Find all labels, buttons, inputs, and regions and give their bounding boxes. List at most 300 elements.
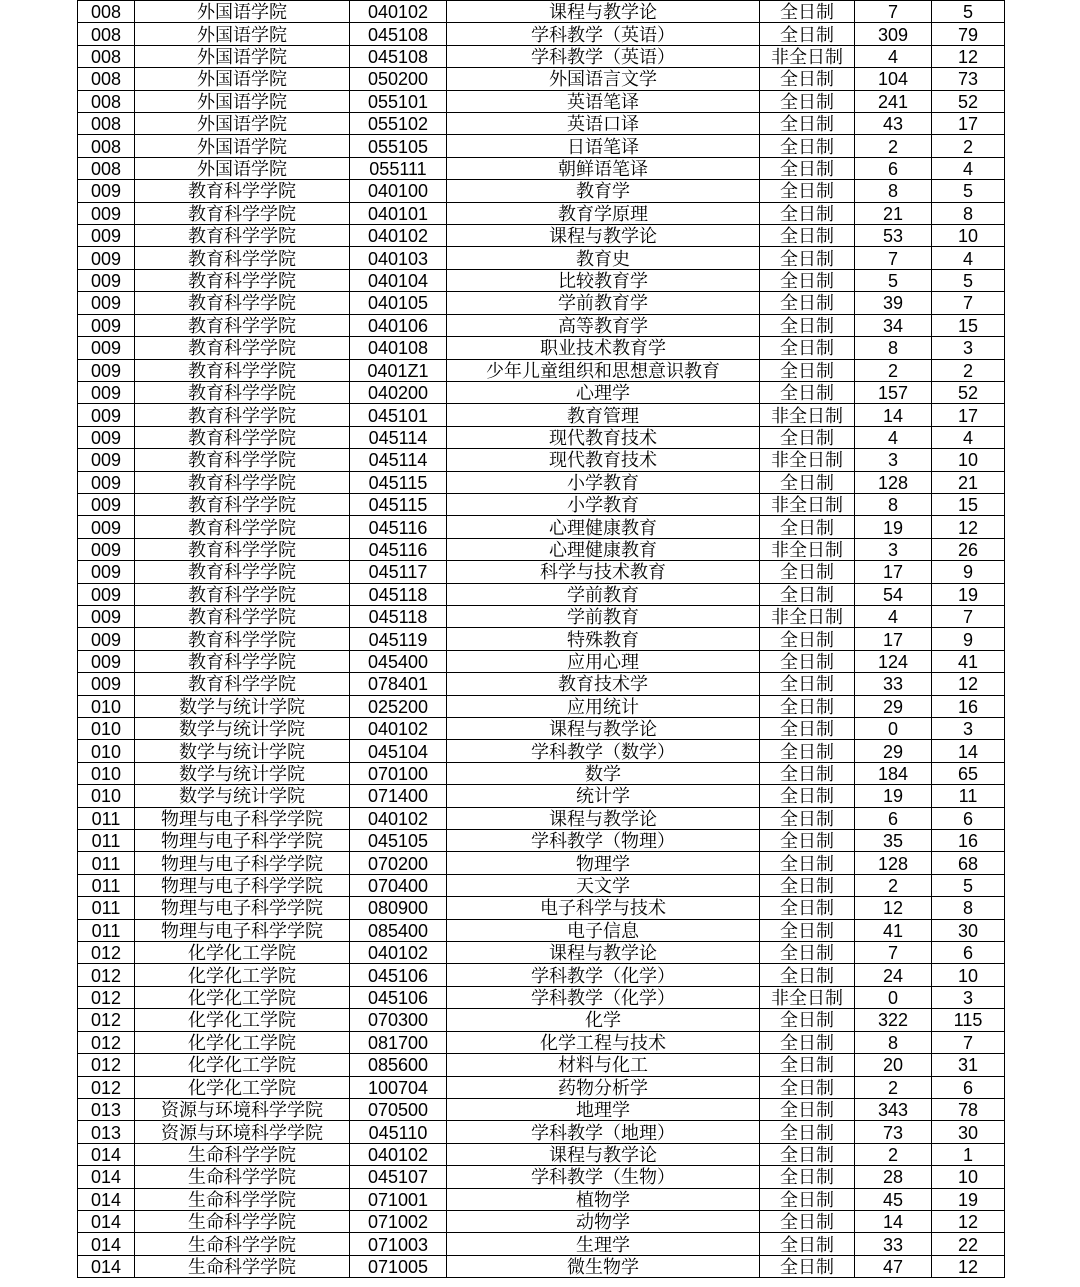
count-cell-second: 65 — [932, 763, 1005, 785]
count-cell-second: 2 — [932, 360, 1005, 382]
table-row — [78, 696, 1005, 718]
major-code-cell: 040102 — [350, 1144, 447, 1166]
table-row — [78, 1121, 1005, 1143]
college-name-cell: 数学与统计学院 — [135, 740, 350, 762]
table-row — [78, 180, 1005, 202]
college-code-cell: 009 — [78, 539, 135, 561]
major-name-cell: 小学教育 — [447, 472, 760, 494]
major-code-cell: 045119 — [350, 628, 447, 650]
college-name-cell: 物理与电子科学学院 — [135, 920, 350, 942]
count-cell-first: 4 — [855, 427, 932, 449]
count-cell-first: 4 — [855, 46, 932, 68]
major-code-cell: 045116 — [350, 516, 447, 538]
table-row — [78, 606, 1005, 628]
major-name-cell: 英语笔译 — [447, 91, 760, 113]
college-code-cell: 008 — [78, 68, 135, 90]
college-code-cell: 012 — [78, 1077, 135, 1099]
major-name-cell: 科学与技术教育 — [447, 561, 760, 583]
major-code-cell: 045114 — [350, 449, 447, 471]
study-mode-cell: 全日制 — [760, 897, 855, 919]
study-mode-cell: 全日制 — [760, 68, 855, 90]
count-cell-first: 3 — [855, 449, 932, 471]
count-cell-first: 128 — [855, 852, 932, 874]
college-name-cell: 物理与电子科学学院 — [135, 897, 350, 919]
major-code-cell: 045110 — [350, 1121, 447, 1143]
count-cell-first: 47 — [855, 1256, 932, 1278]
college-name-cell: 教育科学学院 — [135, 561, 350, 583]
major-code-cell: 071005 — [350, 1256, 447, 1278]
college-name-cell: 教育科学学院 — [135, 606, 350, 628]
study-mode-cell: 非全日制 — [760, 606, 855, 628]
major-code-cell: 045115 — [350, 472, 447, 494]
major-code-cell: 100704 — [350, 1077, 447, 1099]
major-name-cell: 学科教学（物理） — [447, 830, 760, 852]
major-code-cell: 045117 — [350, 561, 447, 583]
count-cell-second: 26 — [932, 539, 1005, 561]
count-cell-first: 343 — [855, 1099, 932, 1121]
table-row — [78, 740, 1005, 762]
table-row — [78, 1099, 1005, 1121]
count-cell-first: 8 — [855, 337, 932, 359]
college-name-cell: 生命科学学院 — [135, 1233, 350, 1255]
college-code-cell: 011 — [78, 875, 135, 897]
major-code-cell: 045108 — [350, 23, 447, 45]
table-row — [78, 785, 1005, 807]
count-cell-second: 31 — [932, 1054, 1005, 1076]
major-name-cell: 外国语言文学 — [447, 68, 760, 90]
major-name-cell: 化学 — [447, 1009, 760, 1031]
table-row — [78, 292, 1005, 314]
table-row — [78, 539, 1005, 561]
count-cell-first: 2 — [855, 1077, 932, 1099]
college-code-cell: 014 — [78, 1166, 135, 1188]
count-cell-first: 157 — [855, 382, 932, 404]
study-mode-cell: 全日制 — [760, 1144, 855, 1166]
college-code-cell: 009 — [78, 203, 135, 225]
college-code-cell: 009 — [78, 382, 135, 404]
college-name-cell: 物理与电子科学学院 — [135, 852, 350, 874]
college-name-cell: 教育科学学院 — [135, 247, 350, 269]
college-code-cell: 014 — [78, 1144, 135, 1166]
count-cell-second: 12 — [932, 46, 1005, 68]
major-name-cell: 英语口译 — [447, 113, 760, 135]
college-name-cell: 教育科学学院 — [135, 315, 350, 337]
major-name-cell: 应用统计 — [447, 696, 760, 718]
count-cell-first: 28 — [855, 1166, 932, 1188]
college-code-cell: 013 — [78, 1121, 135, 1143]
major-code-cell: 071001 — [350, 1189, 447, 1211]
major-code-cell: 025200 — [350, 696, 447, 718]
study-mode-cell: 非全日制 — [760, 449, 855, 471]
count-cell-second: 3 — [932, 337, 1005, 359]
table-row — [78, 382, 1005, 404]
study-mode-cell: 全日制 — [760, 23, 855, 45]
major-code-cell: 045118 — [350, 606, 447, 628]
major-name-cell: 物理学 — [447, 852, 760, 874]
college-name-cell: 生命科学学院 — [135, 1144, 350, 1166]
table-row — [78, 964, 1005, 986]
college-name-cell: 数学与统计学院 — [135, 785, 350, 807]
major-name-cell: 学科教学（生物） — [447, 1166, 760, 1188]
count-cell-second: 115 — [932, 1009, 1005, 1031]
table-row — [78, 1009, 1005, 1031]
college-name-cell: 化学化工学院 — [135, 942, 350, 964]
count-cell-first: 43 — [855, 113, 932, 135]
count-cell-first: 2 — [855, 135, 932, 157]
table-row — [78, 942, 1005, 964]
study-mode-cell: 非全日制 — [760, 404, 855, 426]
major-name-cell: 动物学 — [447, 1211, 760, 1233]
college-code-cell: 009 — [78, 225, 135, 247]
study-mode-cell: 全日制 — [760, 651, 855, 673]
count-cell-second: 22 — [932, 1233, 1005, 1255]
college-code-cell: 012 — [78, 942, 135, 964]
table-row — [78, 875, 1005, 897]
table-row — [78, 225, 1005, 247]
major-name-cell: 学前教育 — [447, 584, 760, 606]
count-cell-first: 2 — [855, 360, 932, 382]
major-code-cell: 055102 — [350, 113, 447, 135]
major-name-cell: 小学教育 — [447, 494, 760, 516]
college-name-cell: 教育科学学院 — [135, 337, 350, 359]
count-cell-first: 8 — [855, 1032, 932, 1054]
college-code-cell: 012 — [78, 964, 135, 986]
major-name-cell: 数学 — [447, 763, 760, 785]
table-row — [78, 897, 1005, 919]
major-name-cell: 统计学 — [447, 785, 760, 807]
count-cell-first: 6 — [855, 808, 932, 830]
college-name-cell: 外国语学院 — [135, 113, 350, 135]
college-name-cell: 化学化工学院 — [135, 1077, 350, 1099]
study-mode-cell: 全日制 — [760, 1032, 855, 1054]
college-name-cell: 教育科学学院 — [135, 516, 350, 538]
major-code-cell: 040200 — [350, 382, 447, 404]
count-cell-first: 104 — [855, 68, 932, 90]
count-cell-first: 241 — [855, 91, 932, 113]
college-code-cell: 008 — [78, 46, 135, 68]
count-cell-second: 68 — [932, 852, 1005, 874]
major-code-cell: 045106 — [350, 987, 447, 1009]
count-cell-first: 184 — [855, 763, 932, 785]
major-code-cell: 045118 — [350, 584, 447, 606]
college-name-cell: 生命科学学院 — [135, 1166, 350, 1188]
study-mode-cell: 全日制 — [760, 180, 855, 202]
count-cell-first: 7 — [855, 247, 932, 269]
study-mode-cell: 全日制 — [760, 785, 855, 807]
college-code-cell: 009 — [78, 673, 135, 695]
count-cell-second: 4 — [932, 427, 1005, 449]
college-name-cell: 教育科学学院 — [135, 270, 350, 292]
major-name-cell: 电子科学与技术 — [447, 897, 760, 919]
college-name-cell: 数学与统计学院 — [135, 696, 350, 718]
major-code-cell: 070400 — [350, 875, 447, 897]
count-cell-second: 7 — [932, 292, 1005, 314]
count-cell-second: 30 — [932, 920, 1005, 942]
count-cell-second: 78 — [932, 1099, 1005, 1121]
college-code-cell: 008 — [78, 135, 135, 157]
major-name-cell: 教育学原理 — [447, 203, 760, 225]
count-cell-first: 17 — [855, 628, 932, 650]
table-row — [78, 472, 1005, 494]
count-cell-first: 309 — [855, 23, 932, 45]
study-mode-cell: 全日制 — [760, 292, 855, 314]
study-mode-cell: 全日制 — [760, 1121, 855, 1143]
table-row — [78, 628, 1005, 650]
table-row — [78, 270, 1005, 292]
study-mode-cell: 全日制 — [760, 270, 855, 292]
count-cell-first: 24 — [855, 964, 932, 986]
college-name-cell: 化学化工学院 — [135, 1009, 350, 1031]
table-row — [78, 135, 1005, 157]
table-row — [78, 91, 1005, 113]
table-row — [78, 68, 1005, 90]
college-name-cell: 外国语学院 — [135, 68, 350, 90]
major-code-cell: 085400 — [350, 920, 447, 942]
major-name-cell: 现代教育技术 — [447, 449, 760, 471]
major-code-cell: 045107 — [350, 1166, 447, 1188]
count-cell-first: 29 — [855, 696, 932, 718]
count-cell-second: 6 — [932, 942, 1005, 964]
study-mode-cell: 全日制 — [760, 225, 855, 247]
major-code-cell: 070100 — [350, 763, 447, 785]
major-code-cell: 045105 — [350, 830, 447, 852]
study-mode-cell: 全日制 — [760, 1, 855, 23]
major-code-cell: 040104 — [350, 270, 447, 292]
count-cell-first: 0 — [855, 987, 932, 1009]
count-cell-second: 14 — [932, 740, 1005, 762]
count-cell-second: 30 — [932, 1121, 1005, 1143]
count-cell-second: 5 — [932, 1, 1005, 23]
count-cell-second: 6 — [932, 1077, 1005, 1099]
count-cell-second: 6 — [932, 808, 1005, 830]
major-name-cell: 学科教学（英语） — [447, 23, 760, 45]
major-code-cell: 070500 — [350, 1099, 447, 1121]
study-mode-cell: 非全日制 — [760, 987, 855, 1009]
major-name-cell: 材料与化工 — [447, 1054, 760, 1076]
table-row — [78, 808, 1005, 830]
count-cell-second: 52 — [932, 382, 1005, 404]
college-code-cell: 009 — [78, 270, 135, 292]
study-mode-cell: 非全日制 — [760, 46, 855, 68]
table-row — [78, 404, 1005, 426]
count-cell-second: 10 — [932, 225, 1005, 247]
major-name-cell: 学科教学（化学） — [447, 987, 760, 1009]
table-row — [78, 427, 1005, 449]
college-code-cell: 008 — [78, 91, 135, 113]
major-code-cell: 040108 — [350, 337, 447, 359]
college-code-cell: 008 — [78, 23, 135, 45]
study-mode-cell: 全日制 — [760, 696, 855, 718]
major-code-cell: 040102 — [350, 808, 447, 830]
college-code-cell: 012 — [78, 1032, 135, 1054]
college-name-cell: 教育科学学院 — [135, 673, 350, 695]
major-code-cell: 045106 — [350, 964, 447, 986]
college-name-cell: 物理与电子科学学院 — [135, 830, 350, 852]
study-mode-cell: 全日制 — [760, 516, 855, 538]
college-name-cell: 物理与电子科学学院 — [135, 875, 350, 897]
count-cell-second: 52 — [932, 91, 1005, 113]
table-row — [78, 494, 1005, 516]
table-row — [78, 763, 1005, 785]
count-cell-first: 14 — [855, 1211, 932, 1233]
major-name-cell: 学科教学（化学） — [447, 964, 760, 986]
college-name-cell: 化学化工学院 — [135, 1054, 350, 1076]
study-mode-cell: 全日制 — [760, 360, 855, 382]
major-code-cell: 040102 — [350, 942, 447, 964]
college-code-cell: 011 — [78, 852, 135, 874]
major-name-cell: 化学工程与技术 — [447, 1032, 760, 1054]
college-code-cell: 009 — [78, 494, 135, 516]
major-name-cell: 日语笔译 — [447, 135, 760, 157]
table-row — [78, 449, 1005, 471]
major-name-cell: 微生物学 — [447, 1256, 760, 1278]
major-code-cell: 070200 — [350, 852, 447, 874]
count-cell-first: 2 — [855, 875, 932, 897]
count-cell-second: 4 — [932, 158, 1005, 180]
study-mode-cell: 全日制 — [760, 1189, 855, 1211]
count-cell-second: 41 — [932, 651, 1005, 673]
major-name-cell: 课程与教学论 — [447, 1144, 760, 1166]
table-row — [78, 315, 1005, 337]
count-cell-second: 16 — [932, 696, 1005, 718]
count-cell-first: 5 — [855, 270, 932, 292]
college-code-cell: 010 — [78, 696, 135, 718]
enrollment-table — [77, 0, 1005, 1278]
college-name-cell: 资源与环境科学学院 — [135, 1121, 350, 1143]
major-code-cell: 040106 — [350, 315, 447, 337]
college-code-cell: 010 — [78, 785, 135, 807]
count-cell-first: 20 — [855, 1054, 932, 1076]
count-cell-first: 33 — [855, 673, 932, 695]
major-code-cell: 050200 — [350, 68, 447, 90]
table-row — [78, 1032, 1005, 1054]
table-row — [78, 46, 1005, 68]
major-code-cell: 0401Z1 — [350, 360, 447, 382]
study-mode-cell: 全日制 — [760, 315, 855, 337]
major-name-cell: 心理健康教育 — [447, 516, 760, 538]
college-name-cell: 外国语学院 — [135, 46, 350, 68]
college-code-cell: 012 — [78, 1054, 135, 1076]
college-name-cell: 教育科学学院 — [135, 449, 350, 471]
study-mode-cell: 全日制 — [760, 113, 855, 135]
major-name-cell: 学科教学（数学） — [447, 740, 760, 762]
college-name-cell: 外国语学院 — [135, 135, 350, 157]
study-mode-cell: 全日制 — [760, 203, 855, 225]
major-code-cell: 045400 — [350, 651, 447, 673]
table-row — [78, 584, 1005, 606]
major-name-cell: 学科教学（英语） — [447, 46, 760, 68]
study-mode-cell: 全日制 — [760, 158, 855, 180]
college-name-cell: 外国语学院 — [135, 23, 350, 45]
major-code-cell: 055111 — [350, 158, 447, 180]
college-name-cell: 外国语学院 — [135, 91, 350, 113]
count-cell-second: 10 — [932, 449, 1005, 471]
count-cell-first: 8 — [855, 494, 932, 516]
study-mode-cell: 全日制 — [760, 964, 855, 986]
major-code-cell: 045108 — [350, 46, 447, 68]
table-row — [78, 1189, 1005, 1211]
study-mode-cell: 全日制 — [760, 740, 855, 762]
count-cell-first: 7 — [855, 1, 932, 23]
table-row — [78, 516, 1005, 538]
college-name-cell: 教育科学学院 — [135, 360, 350, 382]
count-cell-second: 10 — [932, 1166, 1005, 1188]
count-cell-first: 2 — [855, 1144, 932, 1166]
count-cell-first: 29 — [855, 740, 932, 762]
count-cell-second: 8 — [932, 897, 1005, 919]
major-name-cell: 朝鲜语笔译 — [447, 158, 760, 180]
major-code-cell: 055101 — [350, 91, 447, 113]
major-name-cell: 教育学 — [447, 180, 760, 202]
study-mode-cell: 全日制 — [760, 1256, 855, 1278]
count-cell-second: 12 — [932, 1211, 1005, 1233]
major-name-cell: 学前教育 — [447, 606, 760, 628]
college-code-cell: 009 — [78, 337, 135, 359]
college-name-cell: 外国语学院 — [135, 158, 350, 180]
college-code-cell: 009 — [78, 651, 135, 673]
college-name-cell: 物理与电子科学学院 — [135, 808, 350, 830]
table-row — [78, 203, 1005, 225]
college-code-cell: 011 — [78, 830, 135, 852]
college-code-cell: 009 — [78, 427, 135, 449]
study-mode-cell: 全日制 — [760, 247, 855, 269]
count-cell-second: 17 — [932, 113, 1005, 135]
study-mode-cell: 全日制 — [760, 808, 855, 830]
count-cell-first: 39 — [855, 292, 932, 314]
count-cell-first: 12 — [855, 897, 932, 919]
count-cell-second: 2 — [932, 135, 1005, 157]
table-row — [78, 830, 1005, 852]
study-mode-cell: 全日制 — [760, 561, 855, 583]
major-name-cell: 药物分析学 — [447, 1077, 760, 1099]
major-name-cell: 高等教育学 — [447, 315, 760, 337]
table-row — [78, 247, 1005, 269]
college-name-cell: 生命科学学院 — [135, 1211, 350, 1233]
college-code-cell: 009 — [78, 247, 135, 269]
college-name-cell: 教育科学学院 — [135, 203, 350, 225]
major-name-cell: 心理学 — [447, 382, 760, 404]
count-cell-first: 3 — [855, 539, 932, 561]
major-code-cell: 045114 — [350, 427, 447, 449]
college-code-cell: 010 — [78, 740, 135, 762]
college-name-cell: 教育科学学院 — [135, 651, 350, 673]
count-cell-second: 3 — [932, 987, 1005, 1009]
major-name-cell: 课程与教学论 — [447, 808, 760, 830]
table-row — [78, 1077, 1005, 1099]
count-cell-first: 33 — [855, 1233, 932, 1255]
college-code-cell: 008 — [78, 158, 135, 180]
college-code-cell: 009 — [78, 360, 135, 382]
major-code-cell: 045104 — [350, 740, 447, 762]
major-name-cell: 比较教育学 — [447, 270, 760, 292]
college-code-cell: 009 — [78, 472, 135, 494]
table-row — [78, 1054, 1005, 1076]
college-code-cell: 012 — [78, 987, 135, 1009]
table-row — [78, 1166, 1005, 1188]
college-code-cell: 010 — [78, 718, 135, 740]
table-row — [78, 1256, 1005, 1278]
count-cell-second: 12 — [932, 516, 1005, 538]
count-cell-second: 19 — [932, 1189, 1005, 1211]
count-cell-first: 17 — [855, 561, 932, 583]
count-cell-second: 9 — [932, 628, 1005, 650]
major-name-cell: 电子信息 — [447, 920, 760, 942]
study-mode-cell: 全日制 — [760, 852, 855, 874]
college-name-cell: 外国语学院 — [135, 1, 350, 23]
college-name-cell: 数学与统计学院 — [135, 763, 350, 785]
major-code-cell: 040102 — [350, 718, 447, 740]
table-row — [78, 561, 1005, 583]
